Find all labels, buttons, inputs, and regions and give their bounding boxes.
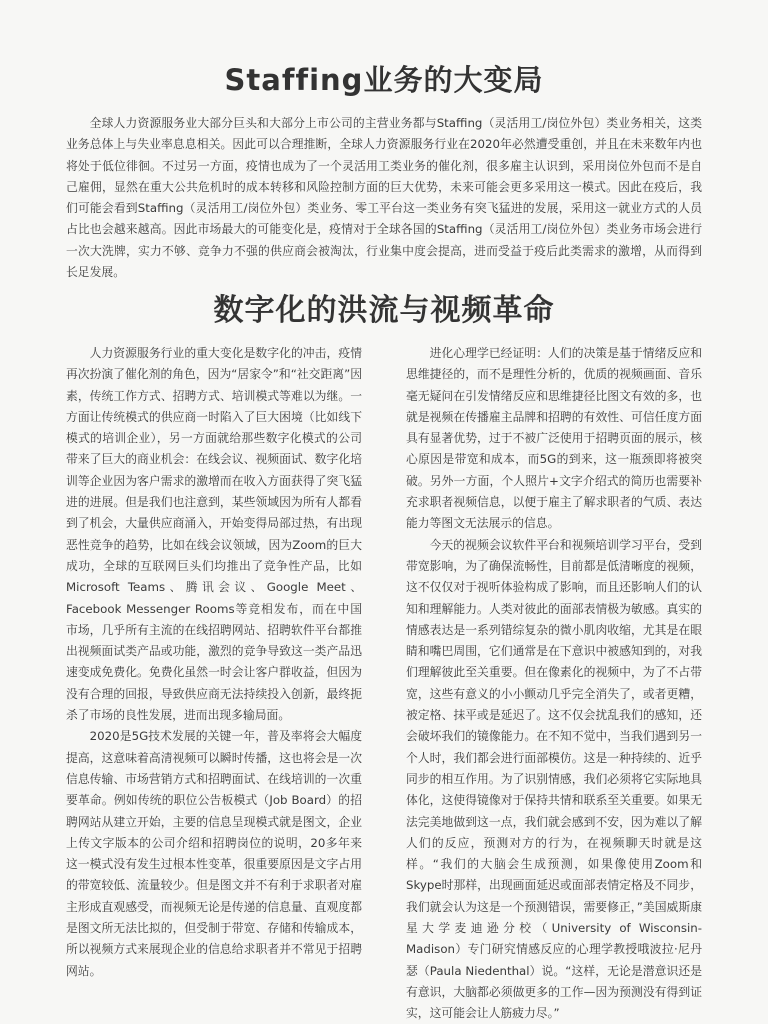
left-paragraph-2: 2020是5G技术发展的关键一年，普及率将会大幅度提高，这意味着高清视频可以瞬时传播，这也将会是一次信息传输、市场营销方式和招聘面试、在线培训的一次重要革命。例如传统的职位公告板模式（Job Board）的招聘网站从建立开始，主要的信息呈现模式就是图文，企业上传文字版本的公司介绍和招聘岗位的说明，20多年来这一模式没有发生过根本性变革，很重要原因是文字占用的带宽较低、流量较少。但是图文并不有利于求职者对雇主形成直观感受，而视频无论是传递的信息量、直观度都是图文所无法比拟的，但受制于带宽、存储和传输成本，所以视频方式来展现企业的信息给求职者并不常见于招聘网站。 [66,729,362,978]
section-title-digital: 数字化的洪流与视频革命 [213,293,555,328]
staffing-paragraph: 全球人力资源服务业大部分巨头和大部分上市公司的主营业务都与Staffing（灵活用工/岗位外包）类业务相关，这类业务总体上与失业率息息相关。因此可以合理推断，全球人力资源服务行业在2020年必然遭受重创，并且在未来数年内也将处于低位徘徊。不过另一方面，疫情也成为了一个灵活用工类业务的催化剂，很多雇主认识到，采用岗位外包而不是自己雇佣，显然在重大公共危机时的成本转移和风险控制方面的巨大优势，未来可能会更多采用这一模式。因此在疫后，我们可能会看到Staffing（灵活用工/岗位外包）类业务、零工平台这一类业务有突飞猛进的发展，采用这一就业方式的人员占比也会越来越高。因此市场最大的可能变化是，疫情对于全球各国的Staffing（灵活用工/岗位外包）类业务市场会进行一次大洗牌，实力不够、竞争力不强的供应商会被淘汰，行业集中度会提高，进而受益于疫后此类需求的激增，从而得到长足发展。 [66,116,702,280]
right-paragraph-2: 今天的视频会议软件平台和视频培训学习平台，受到带宽影响，为了确保流畅性，目前都是低清晰度的视频，这不仅仅对于视听体验构成了影响，而且还影响人们的认知和理解能力。人类对彼此的面部表情极为敏感。真实的情感表达是一系列错综复杂的微小肌肉收缩，尤其是在眼睛和嘴巴周围，它们通常是在下意识中被感知到的，对我们理解彼此至关重要。但在像素化的视频中，为了不占带宽，这些有意义的小小颤动几乎完全消失了，或者更糟，被定格、抹平或是延迟了。这不仅会扰乱我们的感知，还会破坏我们的镜像能力。在不知不觉中，当我们遇到另一个人时，我们都会进行面部模仿。这是一种持续的、近乎同步的相互作用。为了识别情感，我们必须将它实际地具体化，这使得镜像对于保持共情和联系至关重要。如果无法完美地做到这一点，我们就会感到不安，因为难以了解人们的反应，预测对方的行为，在视频聊天时就是这样。“我们的大脑会生成预测，如果像使用Zoom和Skype时那样，出现画面延迟或面部表情定格及不同步，我们就会认为这是一个预测错误，需要修正，”美国威斯康星大学麦迪逊分校（University of Wisconsin-Madison）专门研究情感反应的心理学教授哦波拉·尼丹瑟（Paula Niedenthal）说。“这样，无论是潜意识还是有意识，大脑都必须做更多的工作—因为预测没有得到证实，这可能会让人筋疲力尽。” [406,537,702,1021]
two-column-body [66,343,702,1024]
right-column [406,343,702,1024]
section-title-staffing: Staffing业务的大变局 [224,63,544,97]
left-paragraph-1: 人力资源服务行业的重大变化是数字化的冲击，疫情再次扮演了催化剂的角色，因为“居家令”和“社交距离”因素，传统工作方式、招聘方式、培训模式等难以为继。一方面让传统模式的供应商一时陷入了巨大困境（比如线下模式的培训企业），另一方面就给那些数字化模式的公司带来了巨大的商业机会：在线会议、视频面试、数字化培训等企业因为客户需求的激增而在收入方面获得了突飞猛进的进展。但是我们也注意到，某些领域因为所有人都看到了机会，大量供应商涌入，开始变得局部过热，有出现恶性竞争的趋势，比如在线会议领域，因为Zoom的巨大成功，全球的互联网巨头们均推出了竞争性产品，比如Microsoft Teams、腾讯会议、Google Meet、Facebook Messenger Rooms等竞相发布，而在中国市场，几乎所有主流的在线招聘网站、招聘软件平台都推出视频面试类产品或功能，激烈的竞争导致这一类产品迅速变成免费化。免费化虽然一时会让客户群收益，但因为没有合理的回报，导致供应商无法持续投入创新，最终扼杀了市场的良性发展，进而出现多输局面。 [66,346,362,723]
left-column [66,343,362,1024]
right-paragraph-1: 进化心理学已经证明：人们的决策是基于情绪反应和思维捷径的，而不是理性分析的，优质的视频画面、音乐毫无疑问在引发情绪反应和思维捷径比图文有效的多，也就是视频在传播雇主品牌和招聘的有效性、可信任度方面具有显著优势，过于不被广泛使用于招聘页面的展示，核心原因是带宽和成本，而5G的到来，这一瓶颈即将被突破。另外一方面，个人照片+文字介绍式的简历也需要补充求职者视频信息，以便于雇主了解求职者的气质、表达能力等图文无法展示的信息。 [406,346,702,531]
